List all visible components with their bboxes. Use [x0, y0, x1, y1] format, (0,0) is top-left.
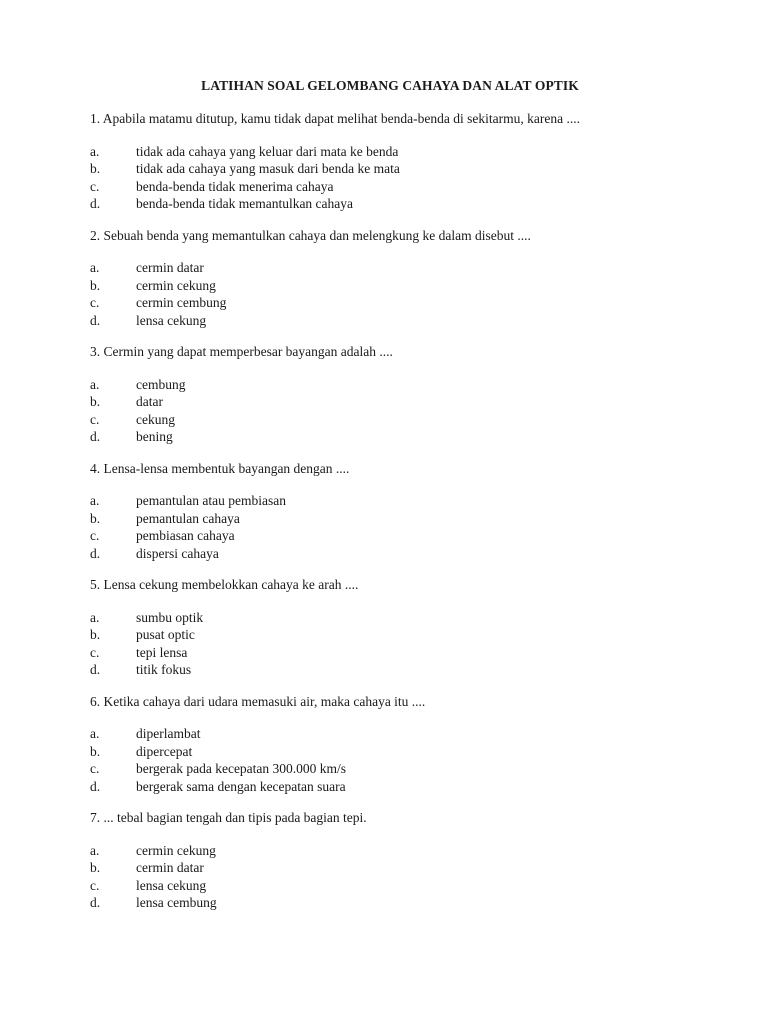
option-text: cermin cekung: [136, 842, 216, 858]
answer-option: [90, 411, 690, 429]
option-letter: a.: [90, 842, 100, 858]
option-letter: b.: [90, 394, 101, 409]
option-letter: d.: [90, 895, 101, 910]
question-item: [90, 809, 690, 912]
option-text: sumbu optik: [136, 609, 204, 625]
answer-option: [90, 743, 690, 761]
option-letter: a.: [90, 609, 100, 625]
question-text: 2. Sebuah benda yang memantulkan cahaya dan melengkung ke dalam disebut ....: [90, 227, 531, 243]
option-letter: c.: [90, 877, 100, 893]
answer-option: [90, 545, 690, 563]
option-text: bergerak pada kecepatan 300.000 km/s: [136, 761, 347, 776]
answer-option: [90, 492, 690, 510]
option-text: lensa cembung: [136, 895, 217, 910]
option-letter: d.: [90, 312, 101, 328]
option-text: cermin datar: [136, 260, 204, 275]
answer-option: [90, 842, 690, 860]
answer-option: [90, 510, 690, 528]
answer-option: [90, 393, 690, 411]
option-text: pusat optic: [136, 627, 195, 642]
option-text: benda-benda tidak memantulkan cahaya: [136, 196, 354, 211]
option-text: cermin cembung: [136, 295, 227, 310]
option-letter: b.: [90, 743, 101, 759]
option-text: dispersi cahaya: [136, 545, 219, 561]
option-letter: b.: [90, 510, 101, 526]
option-text: cermin cekung: [136, 277, 216, 293]
option-text: lensa cekung: [136, 877, 207, 893]
option-letter: b.: [90, 627, 101, 642]
question-text: 6. Ketika cahaya dari udara memasuki air, maka cahaya itu ....: [90, 693, 426, 709]
option-letter: c.: [90, 295, 100, 310]
answer-option: [90, 859, 690, 877]
option-text: benda-benda tidak menerima cahaya: [136, 178, 334, 194]
option-letter: d.: [90, 662, 101, 677]
question-item: [90, 576, 690, 679]
question-item: [90, 460, 690, 563]
option-letter: c.: [90, 644, 100, 660]
option-letter: b.: [90, 277, 101, 293]
option-text: bergerak sama dengan kecepatan suara: [136, 778, 346, 794]
answer-option: [90, 877, 690, 895]
answer-option: [90, 725, 690, 743]
option-text: tepi lensa: [136, 644, 188, 660]
question-item: [90, 110, 690, 213]
option-letter: c.: [90, 178, 100, 194]
option-letter: a.: [90, 726, 100, 741]
question-text: 4. Lensa-lensa membentuk bayangan dengan ....: [90, 460, 350, 476]
option-letter: c.: [90, 411, 100, 427]
option-text: dipercepat: [136, 743, 193, 759]
question-item: [90, 227, 690, 330]
option-letter: d.: [90, 545, 101, 561]
answer-option: [90, 527, 690, 545]
answer-option: [90, 143, 690, 161]
option-letter: d.: [90, 196, 101, 211]
option-letter: c.: [90, 528, 100, 543]
option-letter: d.: [90, 778, 101, 794]
answer-option: [90, 312, 690, 330]
option-text: tidak ada cahaya yang masuk dari benda ke mata: [136, 161, 400, 176]
answer-option: [90, 259, 690, 277]
question-text: 5. Lensa cekung membelokkan cahaya ke arah ....: [90, 577, 359, 592]
answer-option: [90, 626, 690, 644]
answer-option: [90, 277, 690, 295]
question-item: [90, 343, 690, 446]
answer-option: [90, 778, 690, 796]
answer-option: [90, 428, 690, 446]
option-letter: a.: [90, 493, 100, 508]
option-text: datar: [136, 394, 163, 409]
option-text: cembung: [136, 376, 186, 392]
option-text: titik fokus: [136, 662, 192, 677]
question-item: [90, 693, 690, 796]
question-text: 3. Cermin yang dapat memperbesar bayangan adalah ....: [90, 344, 393, 359]
option-text: cekung: [136, 411, 175, 427]
option-text: lensa cekung: [136, 312, 207, 328]
option-text: bening: [136, 429, 173, 444]
option-text: pemantulan cahaya: [136, 510, 240, 526]
answer-option: [90, 644, 690, 662]
question-text: 7. ... tebal bagian tengah dan tipis pada bagian tepi.: [90, 810, 367, 825]
answer-option: [90, 160, 690, 178]
option-letter: c.: [90, 761, 100, 776]
page-title: LATIHAN SOAL GELOMBANG CAHAYA DAN ALAT OPTIK: [201, 78, 579, 93]
option-text: tidak ada cahaya yang keluar dari mata ke benda: [136, 143, 399, 159]
option-text: cermin datar: [136, 860, 204, 875]
question-text: 1. Apabila matamu ditutup, kamu tidak dapat melihat benda-benda di sekitarmu, karena ....: [90, 111, 580, 126]
option-text: diperlambat: [136, 726, 201, 741]
answer-option: [90, 661, 690, 679]
answer-option: [90, 609, 690, 627]
answer-option: [90, 195, 690, 213]
option-text: pemantulan atau pembiasan: [136, 493, 286, 508]
answer-option: [90, 376, 690, 394]
option-text: pembiasan cahaya: [136, 528, 235, 543]
answer-option: [90, 894, 690, 912]
question-list: [90, 110, 690, 926]
option-letter: a.: [90, 376, 100, 392]
answer-option: [90, 760, 690, 778]
answer-option: [90, 294, 690, 312]
option-letter: a.: [90, 260, 100, 275]
option-letter: d.: [90, 429, 101, 444]
option-letter: b.: [90, 161, 101, 176]
answer-option: [90, 178, 690, 196]
option-letter: a.: [90, 143, 100, 159]
option-letter: b.: [90, 860, 101, 875]
